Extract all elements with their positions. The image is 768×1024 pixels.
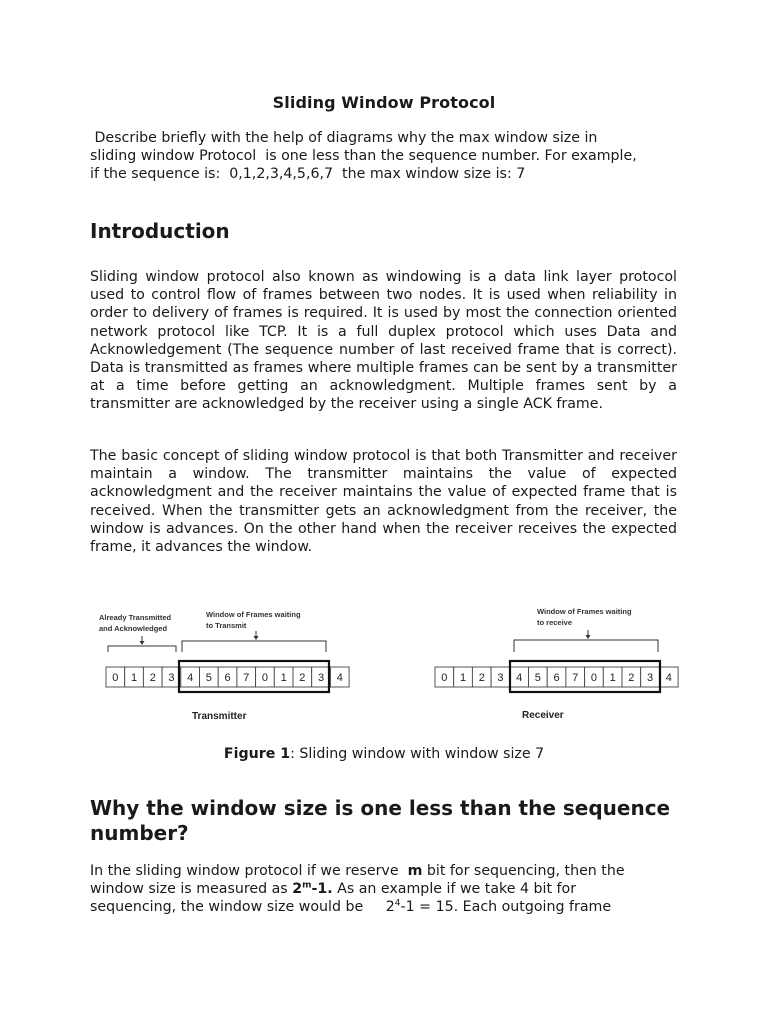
window-transmit-label: to Transmit [206,621,247,630]
transmitter-cell-label: 5 [205,672,212,684]
acknowledged-bracket [108,646,176,652]
transmitter-cells [106,667,349,687]
window-arrowhead [254,636,259,640]
transmitter-svg [90,600,380,730]
receiver-cell-label: 1 [459,672,467,684]
why-formula-base: 2 [292,881,303,898]
transmitter-label: Transmitter [192,711,247,722]
figure-caption-text: : Sliding window with window size 7 [290,746,545,762]
figure-caption-number: Figure 1 [223,746,291,762]
transmitter-cell-label: 1 [280,672,287,684]
transmitter-cell-label: 2 [299,672,306,684]
why-text: sequencing, the window size would be 2 [90,899,395,916]
why-formula-exponent: m [302,880,312,891]
question-line: if the sequence is: 0,1,2,3,4,5,6,7 the max window size is: 7 [90,166,526,183]
receiver-cell-label: 2 [628,672,635,684]
why-formula-tail: -1. [311,881,333,898]
acknowledged-arrowhead [140,641,145,645]
why-text: In the sliding window protocol if we reserve [90,863,408,879]
why-line-2 [90,880,677,898]
receiver-window-bracket [514,640,658,652]
why-heading: Why the window size is one less than the sequence number? [90,796,671,845]
window-waiting-label: Window of Frames waiting [206,610,301,619]
receiver-cell-label: 1 [609,672,616,684]
why-text: bit for sequencing, then the [422,863,625,879]
receiver-window-receive-label: to receive [537,618,573,627]
window-bracket [182,641,326,652]
transmitter-cell-label: 3 [317,672,325,684]
question-paragraph [90,129,677,184]
why-m-bold: m [407,863,423,879]
receiver-cell-label: 7 [572,672,579,684]
receiver-window-waiting-label: Window of Frames waiting [537,607,632,616]
receiver-cell-label: 0 [441,672,448,684]
receiver-window-arrowhead [586,635,591,639]
transmitter-cell-label: 3 [168,672,175,684]
why-example-exponent: 4 [394,898,401,909]
introduction-heading: Introduction [90,219,230,243]
transmitter-cell-label: 4 [187,672,194,684]
receiver-cell-label: 4 [516,672,523,684]
already-transmitted-label: Already Transmitted [99,613,172,622]
receiver-label: Receiver [522,710,564,721]
transmitter-diagram [90,600,380,730]
why-line-1 [90,862,677,880]
receiver-cell-label: 3 [497,672,504,684]
why-text: -1 = 15. Each outgoing frame [400,899,612,916]
receiver-diagram [430,600,690,730]
transmitter-cell-label: 0 [112,672,119,684]
page-title: Sliding Window Protocol [272,93,496,112]
transmitter-cell-label: 4 [336,672,343,684]
intro-paragraph-1: Sliding window protocol also known as windowing is a data link layer protocol used to control flow of frames between two nodes. It is used when reliability in order to delivery of frames is required. It is used by most the connection oriented network protocol like TCP. It is a full duplex protocol which uses Data and Acknowledgement (The sequence number of last received frame that is correct). Data is transmitted as frames where multiple frames can be sent by a transmitter at a time before getting an acknowledgment. Multiple frames sent by a transmitter are acknowledged by the receiver using a single ACK frame. [90,269,677,413]
receiver-cell-label: 3 [646,672,654,684]
transmitter-cell-label: 0 [261,672,269,684]
why-paragraph [90,862,677,917]
receiver-cell-label: 4 [665,672,672,684]
intro-paragraph-2: The basic concept of sliding window protocol is that both Transmitter and receiver maintain a window. The transmitter maintains the value of expected acknowledgment and the receiver maintains the value of expected frame that is received. When the transmitter gets an acknowledgment from the receiver, the window is advances. On the other hand when the receiver receives the expected frame, it advances the window. [90,448,677,556]
why-formula [292,881,332,897]
receiver-cell-label: 2 [478,672,485,684]
receiver-svg [430,600,690,730]
sliding-window-figure [90,600,690,730]
why-line-3 [90,898,677,916]
receiver-cell-label: 6 [553,672,560,684]
why-text: window size is measured as [90,881,293,898]
already-acknowledged-label: and Acknowledged [99,624,168,633]
receiver-cell-label: 0 [590,672,598,684]
transmitter-cell-label: 7 [243,672,250,684]
question-line: Describe briefly with the help of diagrams why the max window size in [90,130,598,146]
why-text: As an example if we take 4 bit for [332,881,577,898]
transmitter-cell-label: 1 [130,672,138,684]
figure-caption [0,746,768,762]
receiver-cells [435,667,678,687]
transmitter-cell-label: 6 [224,672,231,684]
question-line: sliding window Protocol is one less than the sequence number. For example, [90,148,637,165]
transmitter-cell-label: 2 [149,672,156,684]
receiver-cell-label: 5 [534,672,541,684]
